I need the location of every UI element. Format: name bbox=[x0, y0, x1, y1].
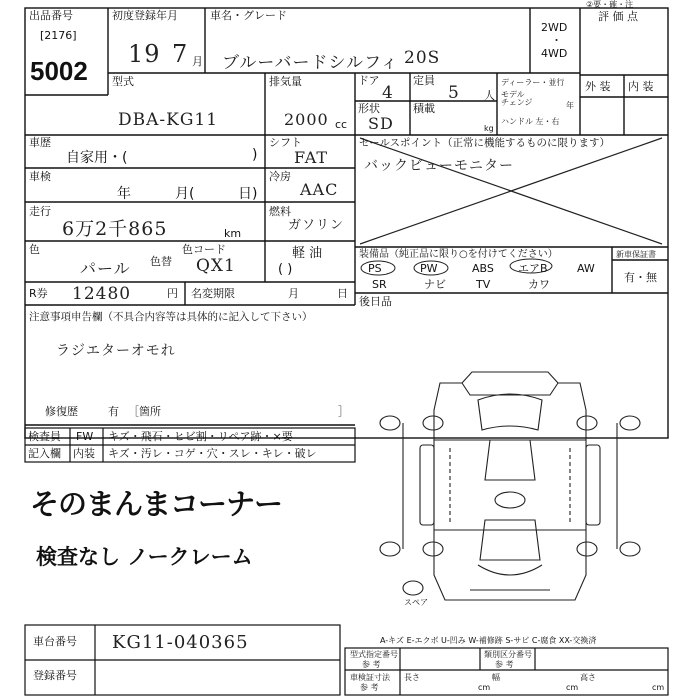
as-is-corner-stamp: そのまんまコーナー bbox=[30, 487, 283, 521]
drive-dot: ・ bbox=[551, 34, 562, 47]
color-code-value: QX1 bbox=[196, 256, 236, 276]
grade-value: 20S bbox=[404, 48, 441, 68]
color-code-label: 色コード bbox=[182, 243, 226, 256]
model-change-unit: 年 bbox=[566, 101, 574, 110]
notes-label: 注意事項申告欄（不具合内容等は具体的に記入して下さい） bbox=[29, 311, 313, 323]
history-value: 自家用・( bbox=[66, 150, 128, 166]
repair-place-label: ［箇所 bbox=[128, 405, 161, 418]
equip-sr: SR bbox=[372, 278, 387, 291]
category-number-sub: 参 考 bbox=[495, 660, 514, 669]
inspection-year: 年 bbox=[117, 186, 131, 202]
damage-legend: A-キズ E-エクボ U-凹み W-補修跡 S-サビ C-腐食 XX-交換済 bbox=[380, 636, 597, 645]
model-value: DBA-KG11 bbox=[118, 110, 219, 130]
model-label: 型式 bbox=[112, 75, 134, 88]
fuel-alt: 軽 油 bbox=[292, 246, 323, 261]
drive-4wd: 4WD bbox=[541, 47, 568, 60]
interior-label: 内 装 bbox=[628, 80, 654, 93]
recycle-label: R券 bbox=[29, 287, 48, 300]
equip-aw: AW bbox=[577, 262, 595, 275]
spare-label: スペア bbox=[404, 598, 428, 607]
inspection-label: 車検 bbox=[29, 170, 51, 183]
exterior-label: 外 装 bbox=[585, 80, 611, 93]
chassis-number-label: 車台番号 bbox=[33, 635, 77, 648]
recycle-value: 12480 bbox=[72, 284, 132, 304]
recycle-unit: 円 bbox=[167, 287, 178, 300]
car-name-label: 車名・グレード bbox=[210, 9, 287, 22]
displacement-label: 排気量 bbox=[269, 75, 302, 88]
repair-history-value: 有 bbox=[108, 405, 119, 418]
displacement-unit: cc bbox=[335, 118, 348, 131]
fuel-other: ( ) bbox=[278, 262, 293, 277]
handle-label: ハンドル 左・右 bbox=[501, 117, 560, 126]
fuel-label: 燃料 bbox=[269, 205, 291, 218]
name-change-day: 日 bbox=[337, 287, 348, 300]
inspector-row1-items: キズ・飛石・ヒビ割・リペア跡・×要 bbox=[108, 430, 293, 443]
retrofit-label: 後日品 bbox=[359, 295, 392, 308]
shift-label: シフト bbox=[269, 136, 302, 149]
notes-value: ラジエターオモれ bbox=[56, 343, 176, 359]
mileage-value: 6万2千865 bbox=[62, 218, 168, 240]
length-unit: cm bbox=[478, 683, 491, 692]
selling-point-value: バックビューモニター bbox=[364, 158, 514, 174]
width-unit: cm bbox=[566, 683, 579, 692]
equip-leather: カワ bbox=[528, 278, 550, 291]
month-unit: 月 bbox=[192, 55, 203, 68]
dealer-label: ディーラー・並行 bbox=[501, 78, 565, 87]
inspection-month: 月( bbox=[175, 186, 195, 202]
shift-value: FAT bbox=[294, 148, 329, 167]
equip-tv: TV bbox=[476, 278, 491, 291]
capacity-label: 定員 bbox=[413, 74, 435, 87]
no-inspection-no-claim-stamp: 検査なし ノークレーム bbox=[36, 545, 253, 569]
doors-label: ドア bbox=[358, 74, 380, 87]
color-change-label: 色替 bbox=[150, 255, 172, 268]
equip-ps: PS bbox=[368, 262, 382, 275]
fuel-value: ガソリン bbox=[288, 218, 345, 233]
model-change-label: モデル bbox=[501, 90, 525, 99]
lot-number: 5002 bbox=[30, 56, 88, 86]
inspector-interior: 内装 bbox=[73, 447, 95, 460]
vehicle-cert-label: 車検証寸法 bbox=[350, 673, 390, 682]
selling-point-label: セールスポイント（正常に機能するものに限ります） bbox=[359, 137, 611, 149]
load-label: 積載 bbox=[413, 102, 435, 115]
inspector-entry-label: 記入欄 bbox=[28, 447, 61, 460]
chassis-number-value: KG11-040365 bbox=[112, 632, 249, 653]
eval-score-label: 評 価 点 bbox=[598, 10, 638, 23]
inspector-label: 検査員 bbox=[28, 430, 61, 443]
first-registration-month: 7 bbox=[172, 40, 189, 68]
height-unit: cm bbox=[652, 683, 665, 692]
aircon-label: 冷房 bbox=[269, 170, 291, 183]
model-change-sub: チェンジ bbox=[501, 98, 533, 107]
mileage-label: 走行 bbox=[29, 205, 51, 218]
history-label: 車歴 bbox=[29, 136, 51, 149]
load-unit: kg bbox=[484, 124, 494, 133]
car-name-value: ブルーバードシルフィ bbox=[222, 53, 399, 73]
repair-history-label: 修復歴 bbox=[45, 405, 78, 418]
registration-number-label: 登録番号 bbox=[33, 669, 77, 682]
warranty-value: 有・無 bbox=[624, 271, 657, 284]
lot-sub-number: [2176] bbox=[40, 29, 77, 42]
equip-pw: PW bbox=[420, 262, 438, 275]
doors-value: 4 bbox=[382, 83, 394, 103]
width-label: 幅 bbox=[492, 673, 500, 682]
model-designation-label: 型式指定番号 bbox=[350, 650, 398, 659]
warranty-label: 新車保証書 bbox=[616, 250, 656, 259]
name-change-label: 名変期限 bbox=[191, 287, 235, 300]
color-value: パール bbox=[80, 259, 131, 278]
first-registration-label: 初度登録年月 bbox=[112, 9, 178, 22]
inspection-day: 日) bbox=[238, 186, 258, 202]
capacity-unit: 人 bbox=[484, 89, 495, 102]
first-registration-year: 19 bbox=[128, 40, 161, 68]
lot-number-label: 出品番号 bbox=[29, 9, 73, 22]
capacity-value: 5 bbox=[448, 83, 460, 103]
color-label: 色 bbox=[29, 243, 40, 256]
inspector-fw: FW bbox=[76, 430, 94, 443]
equipment-label: 装備品（純正品に限り○を付けてください） bbox=[359, 249, 558, 260]
repair-place-close: ］ bbox=[338, 405, 349, 418]
equip-abs: ABS bbox=[472, 262, 494, 275]
history-close: ) bbox=[252, 147, 258, 163]
name-change-month: 月 bbox=[288, 287, 299, 300]
height-label: 高さ bbox=[580, 673, 596, 682]
category-number-label: 類別区分番号 bbox=[484, 650, 532, 659]
equip-navi: ナビ bbox=[424, 278, 446, 291]
aircon-value: AAC bbox=[300, 180, 339, 199]
equip-airbag: エアB bbox=[518, 262, 548, 275]
vehicle-cert-sub: 参 考 bbox=[360, 683, 379, 692]
model-designation-sub: 参 考 bbox=[362, 660, 381, 669]
displacement-value: 2000 bbox=[284, 110, 329, 129]
drive-2wd: 2WD bbox=[541, 21, 568, 34]
eval-note: ②要・確・注 bbox=[586, 0, 634, 9]
shape-value: SD bbox=[368, 114, 394, 133]
mileage-unit: km bbox=[224, 227, 242, 240]
inspector-row2-items: キズ・汚レ・コゲ・穴・スレ・キレ・破レ bbox=[108, 447, 317, 460]
length-label: 長さ bbox=[404, 673, 420, 682]
shape-label: 形状 bbox=[358, 102, 380, 115]
